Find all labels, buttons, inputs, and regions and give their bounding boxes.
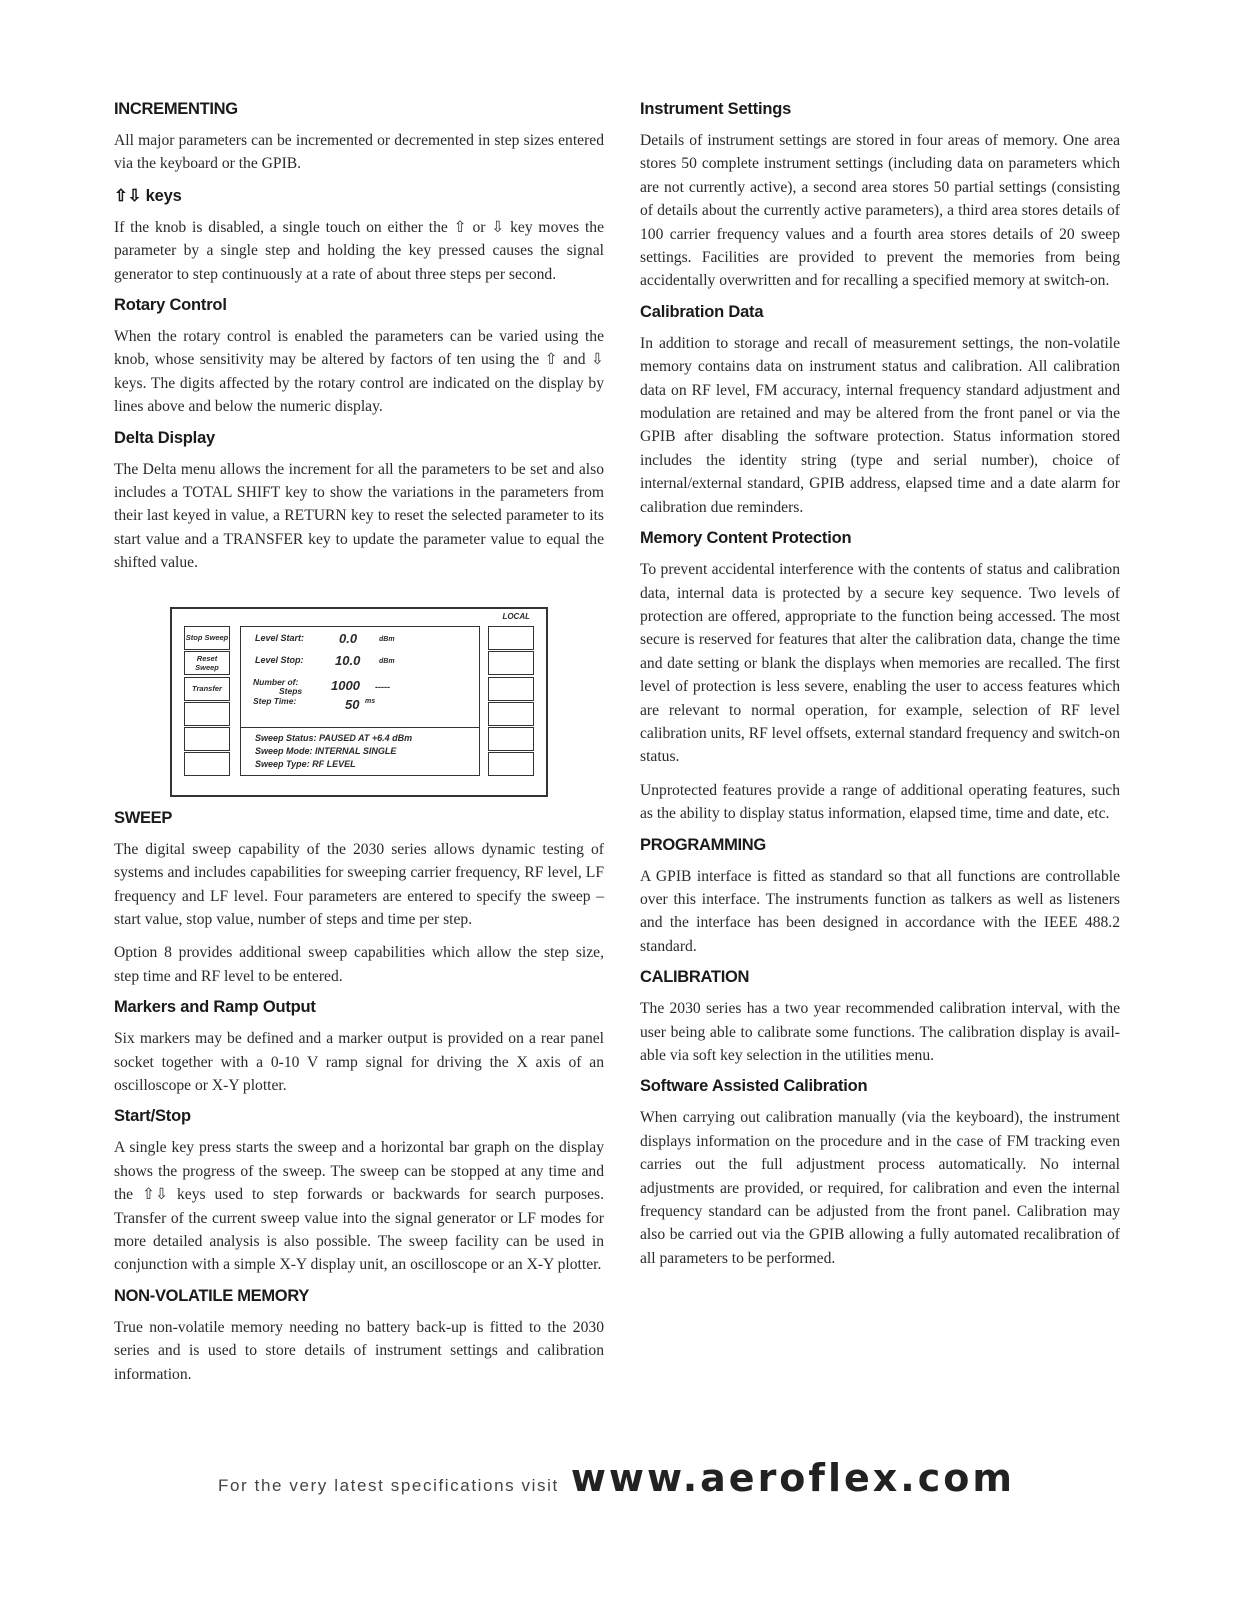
step-time-value: 50: [345, 696, 360, 712]
blank-softkey: [184, 702, 230, 726]
steps-label: Steps: [279, 685, 303, 696]
level-stop-value: 10.0: [335, 652, 361, 668]
number-of-steps-value: 1000: [331, 677, 360, 693]
number-dashes: -----: [375, 681, 390, 692]
paragraph-memory-protection-2: Unprotected features provide a range of additional operating features, such as the ability to display status information, elapsed time, time and date, etc.: [640, 781, 1120, 823]
paragraph-rotary-control: When the rotary control is enabled the parameters can be varied using the knob, whose sensitivity may be altered by factors of ten using the ⇧ and ⇩ keys. The digits affected by the rotary control are indicated on the display by lines above and below the numeric display.: [114, 328, 604, 416]
left-column: [114, 100, 604, 1396]
right-softkey: [488, 626, 534, 650]
paragraph-delta-display: The Delta menu allows the increment for all the parameters to be set and also includes a TOTAL SHIFT key to show the variations in the parameters from their last keyed in value, a RETURN key to reset the selected parameter to its start value and a TRANSFER key to update the parameter value to equal the shifted value.: [114, 460, 604, 572]
sweep-mode-line: Sweep Mode: INTERNAL SINGLE: [255, 745, 397, 756]
level-start-unit: dBm: [379, 635, 395, 643]
section-heading-instrument-settings: Instrument Settings: [640, 100, 792, 118]
level-stop-label: Level Stop:: [255, 654, 304, 665]
paragraph-memory-protection-1: To prevent accidental interference with the contents of status and calibration data, internal data is protected by a secure key sequence. Two levels of protection are offered, appropriate to the function being accessed. The most secure is reserved for features that alter the calibration data, change the time and date setting or blank the displays when memories are recalled. The first level of protection is less severe, enabling the user to access features which are relevant to normal operation, for example, selection of RF level calibration units, RF level offsets, external standard frequency and switch-on status.: [640, 561, 1120, 766]
level-stop-unit: dBm: [379, 657, 395, 665]
paragraph-keys: If the knob is disabled, a single touch on either the ⇧ or ⇩ key moves the parameter by a single step and holding the key pressed causes the signal generator to step continuously at a rate of about three steps per second.: [114, 218, 604, 283]
paragraph-software-assisted-calibration: When carrying out calibration manually (via the keyboard), the instrument displays information on the procedure and in the case of FM tracking even carries out the full adjustment process automatically. No internal adjustments are provided, or required, for calibration and even the internal frequency standard can be adjusted from the front panel. Calibration may also be carried out via the GPIB allowing a fully automated recalibration of all parameters to be performed.: [640, 1109, 1120, 1267]
footer-visit-text: For the very latest specifications visit: [218, 1476, 559, 1495]
paragraph-start-stop: A single key press starts the sweep and a horizontal bar graph on the display shows the progress of the sweep. The sweep can be stopped at any time and the ⇧⇩ keys used to step forwards or backwards for search purposes. Transfer of the current sweep value into the signal generator or LF modes for more detailed analysis is also possible. The sweep facility can be used in conjunction with a simple X-Y display unit, an oscilloscope or an X-Y plotter.: [114, 1139, 604, 1274]
footer-website-link[interactable]: www.aeroflex.com: [570, 1456, 1015, 1500]
blank-softkey: [184, 727, 230, 751]
sweep-display-panel: [170, 607, 548, 797]
section-heading-sweep: SWEEP: [114, 808, 173, 827]
screen-divider: [241, 727, 479, 728]
level-start-label: Level Start:: [255, 632, 305, 643]
right-softkey: [488, 677, 534, 701]
sweep-type-line: Sweep Type: RF LEVEL: [255, 758, 356, 769]
paragraph-calibration-data: In addition to storage and recall of measurement settings, the non-volatile memory contains data on instrument status and calibration. All calibration data on RF level, FM accuracy, internal frequency standard adjustment and modulation are retained and may be altered from the front panel or via the GPIB after disabling the software protection. Status information stored includes the identity string (type and serial number), choice of internal/external standard, GPIB address, elapsed time and a date alarm for calibration due reminders.: [640, 334, 1120, 516]
footer: [218, 1456, 1015, 1500]
paragraph-programming: A GPIB interface is fitted as standard so that all functions are controllable over this interface. The instruments function as talkers as well as listeners and the interface has been designed in accordance with the IEEE 488.2 standard.: [640, 867, 1120, 955]
step-time-unit: ms: [365, 697, 376, 705]
lcd-screen: [240, 626, 480, 776]
right-softkey: [488, 727, 534, 751]
step-time-label: Step Time:: [253, 695, 297, 706]
right-softkey: [488, 752, 534, 776]
section-heading-calibration-data: Calibration Data: [640, 302, 764, 321]
paragraph-incrementing: All major parameters can be incremented or decremented in step sizes entered via the keyboard or the GPIB.: [114, 132, 604, 173]
section-heading-markers: Markers and Ramp Output: [114, 998, 316, 1017]
right-column: [640, 100, 1132, 1280]
paragraph-sweep-1: The digital sweep capability of the 2030 series allows dynamic testing of systems and includes capabilities for sweeping carrier frequency, RF level, LF frequency and LF level. Four parameters are entered to specify the sweep – start value, stop value, number of steps and time per step.: [114, 840, 604, 928]
section-heading-calibration: CALIBRATION: [640, 968, 750, 987]
section-heading-keys: ⇧⇩ keys: [114, 186, 182, 205]
section-heading-delta-display: Delta Display: [114, 428, 216, 447]
section-heading-rotary-control: Rotary Control: [114, 296, 227, 315]
paragraph-markers: Six markers may be defined and a marker output is provided on a rear panel socket together with a 0-10 V ramp signal for driving the X axis of an oscilloscope or X-Y plotter.: [114, 1030, 604, 1094]
reset-sweep-softkey: Reset Sweep: [184, 651, 230, 675]
sweep-status-line: Sweep Status: PAUSED AT +6.4 dBm: [255, 732, 413, 743]
paragraph-instrument-settings: Details of instrument settings are stored in four areas of memory. One area stores 50 complete instrument settings (including data on parameters which are not currently active), a second area stores 50 partial settings (consisting of details about the currently active parameters), a third area stores details of 100 carrier frequency values and a fourth area stores details of 20 sweep settings. Facilities are provided to prevent the memories from being accidentally overwritten and for recalling a specified memory at switch-on.: [640, 132, 1120, 290]
local-label: LOCAL: [502, 611, 530, 621]
stop-sweep-softkey: Stop Sweep: [184, 626, 230, 650]
section-heading-non-volatile-memory: NON-VOLATILE MEMORY: [114, 1286, 310, 1305]
section-heading-incrementing: INCREMENTING: [114, 100, 238, 118]
level-start-value: 0.0: [339, 630, 358, 646]
number-of-label: Number of:: [253, 676, 299, 687]
paragraph-non-volatile-memory: True non-volatile memory needing no battery back-up is fitted to the 2030 series and is used to store details of instrument settings and calibration information.: [114, 1318, 604, 1383]
paragraph-sweep-2: Option 8 provides additional sweep capabilities which allow the step size, step time and RF level to be entered.: [114, 944, 604, 985]
blank-softkey: [184, 752, 230, 776]
right-softkey: [488, 651, 534, 675]
paragraph-calibration: The 2030 series has a two year recommended calibration interval, with the user being able to calibrate some functions. The calibration display is avail-able via soft key selection in the utilities menu.: [640, 1000, 1120, 1064]
right-softkey: [488, 702, 534, 726]
transfer-softkey: Transfer: [184, 677, 230, 701]
section-heading-software-assisted-calibration: Software Assisted Calibration: [640, 1077, 868, 1096]
section-heading-memory-content-protection: Memory Content Protection: [640, 529, 852, 548]
section-heading-start-stop: Start/Stop: [114, 1107, 191, 1126]
section-heading-programming: PROGRAMMING: [640, 835, 766, 854]
